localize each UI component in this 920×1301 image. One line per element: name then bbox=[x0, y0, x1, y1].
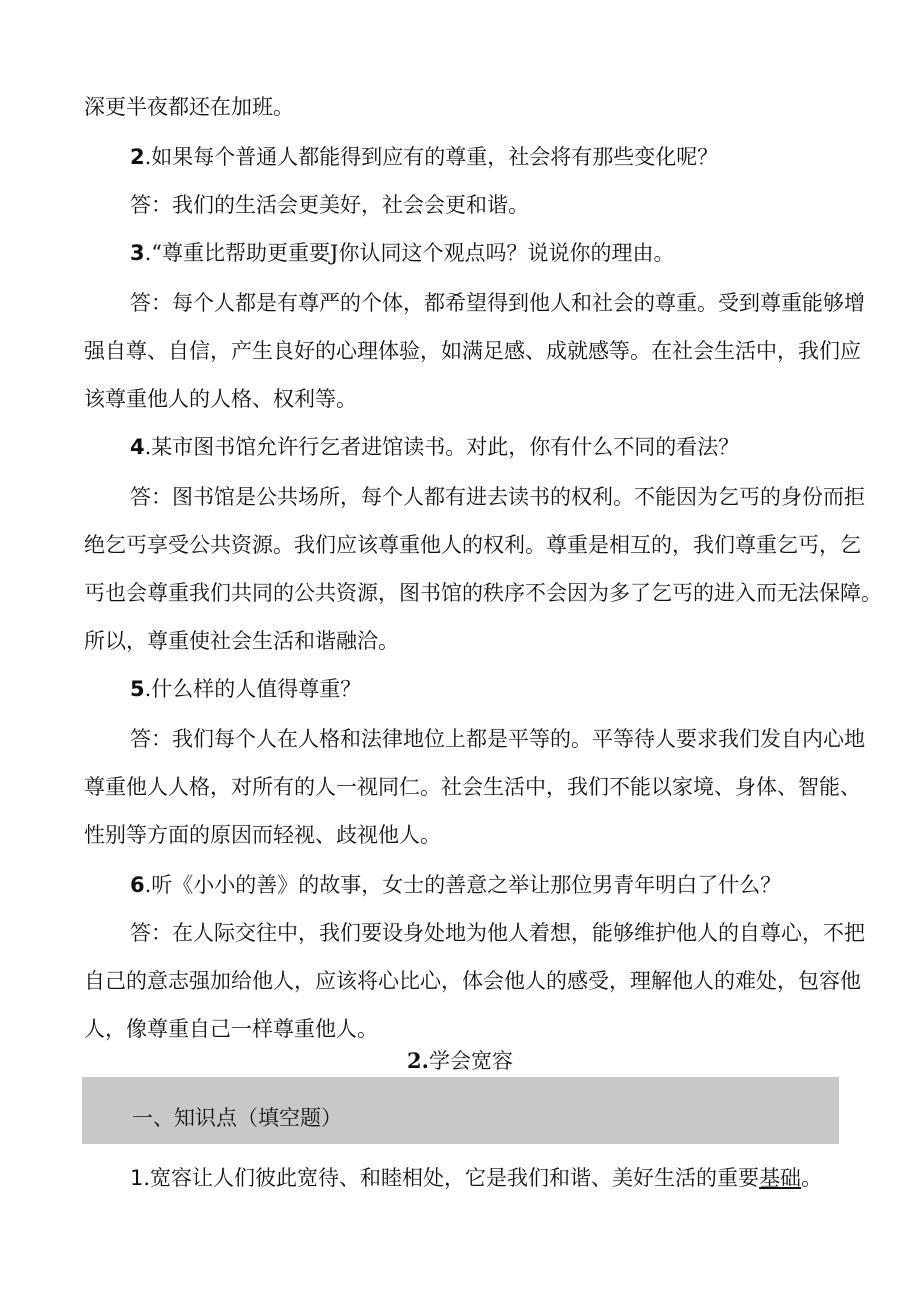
text-line: 深更半夜都还在加班。 bbox=[84, 95, 294, 119]
section-title-text: 学会宽容 bbox=[428, 1049, 513, 1073]
answer-line: 绝乞丐享受公共资源。我们应该尊重他人的权利。尊重是相互的，我们尊重乞丐，乞 bbox=[84, 533, 861, 557]
blank-answer: 基础 bbox=[759, 1166, 802, 1190]
question-line: 5.什么样的人值得尊重？ bbox=[130, 677, 362, 701]
answer-line: 答：图书馆是公共场所，每个人都有进去读书的权利。不能因为乞丐的身份而拒 bbox=[130, 485, 865, 509]
answer-line: 所以，尊重使社会生活和谐融洽。 bbox=[84, 629, 399, 653]
fill-blank-line: 1.宽容让人们彼此宽待、和睦相处，它是我们和谐、美好生活的重要基础。 bbox=[130, 1166, 823, 1190]
answer-line: 答：在人际交往中，我们要设身处地为他人着想，能够维护他人的自尊心，不把 bbox=[130, 921, 865, 945]
question-number: 2 bbox=[130, 145, 145, 169]
answer-line: 丐也会尊重我们共同的公共资源，图书馆的秩序不会因为多了乞丐的进入而无法保障。 bbox=[84, 581, 882, 605]
knowledge-banner bbox=[82, 1077, 839, 1144]
banner-title: 一、知识点（填空题） bbox=[132, 1106, 342, 1130]
answer-line: 尊重他人人格，对所有的人一视同仁。社会生活中，我们不能以家境、身体、智能、 bbox=[84, 775, 861, 799]
section-number: 2. bbox=[407, 1048, 429, 1073]
answer-line: 强自尊、自信，产生良好的心理体验，如满足感、成就感等。在社会生活中，我们应 bbox=[84, 339, 861, 363]
question-number: 4 bbox=[130, 435, 145, 459]
question-number: 5 bbox=[130, 677, 145, 701]
answer-line: 答：我们每个人在人格和法律地位上都是平等的。平等待人要求我们发自内心地 bbox=[130, 727, 865, 751]
answer-line: 该尊重他人的人格、权利等。 bbox=[84, 387, 357, 411]
answer-line: 答：我们的生活会更美好，社会会更和谐。 bbox=[130, 193, 529, 217]
question-line: 6.听《小小的善》的故事，女士的善意之举让那位男青年明白了什么？ bbox=[130, 873, 782, 897]
section-title bbox=[0, 1046, 920, 1076]
answer-line: 人，像尊重自己一样尊重他人。 bbox=[84, 1017, 378, 1041]
question-line: 2.如果每个普通人都能得到应有的尊重，社会将有那些变化呢？ bbox=[130, 145, 719, 169]
answer-line: 答：每个人都是有尊严的个体，都希望得到他人和社会的尊重。受到尊重能够增 bbox=[130, 291, 865, 315]
question-line: 4.某市图书馆允许行乞者进馆读书。对此，你有什么不同的看法？ bbox=[130, 435, 740, 459]
answer-line: 性别等方面的原因而轻视、歧视他人。 bbox=[84, 823, 441, 847]
question-line: 3.“尊重比帮助更重要J你认同这个观点吗？说说你的理由。 bbox=[130, 241, 675, 265]
question-number: 6 bbox=[130, 873, 145, 897]
answer-line: 自己的意志强加给他人，应该将心比心，体会他人的感受，理解他人的难处，包容他 bbox=[84, 969, 861, 993]
item-number: 1 bbox=[130, 1166, 144, 1190]
question-number: 3 bbox=[130, 241, 145, 265]
